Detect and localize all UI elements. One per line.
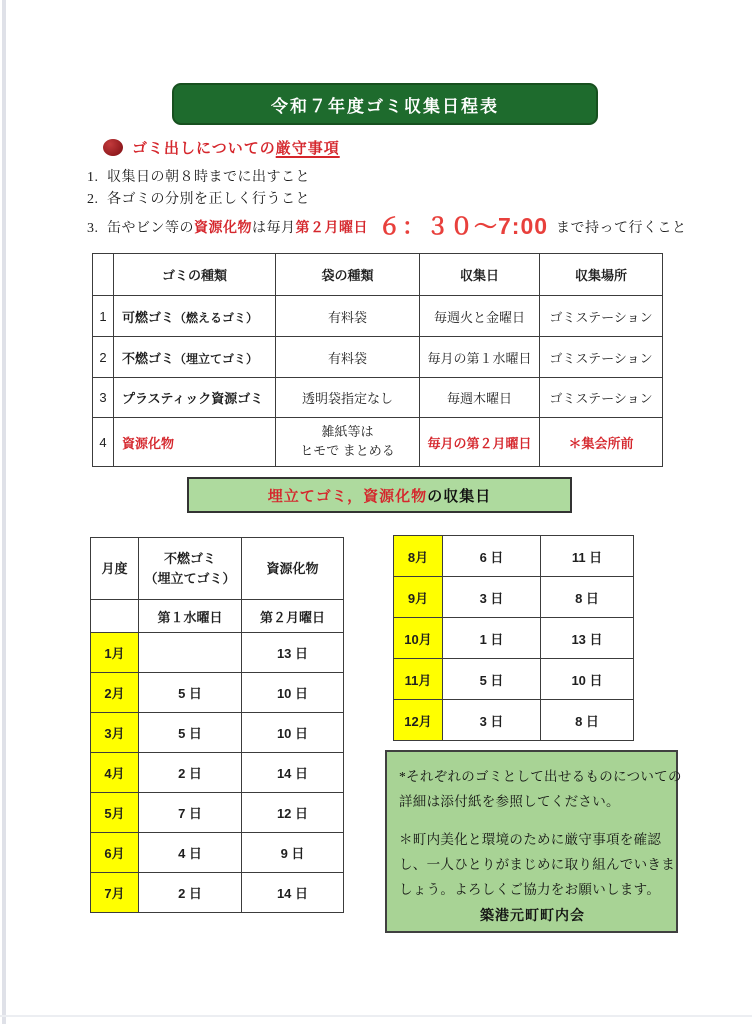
rule-3-part2: は毎月 xyxy=(252,221,296,236)
type-note: （埋立てゴミ） xyxy=(174,351,259,366)
rule-3-recycle: 資源化物 xyxy=(194,221,252,236)
note-paragraph-1 xyxy=(399,764,682,814)
table-row-nonburnable xyxy=(93,337,663,378)
schedule-row-feb xyxy=(91,673,344,713)
day-cell: 毎週火と金曜日 xyxy=(420,296,540,337)
rules-list xyxy=(87,167,717,244)
month-cell: 2月 xyxy=(91,673,139,713)
landfill-date: 2 日 xyxy=(139,873,242,913)
schedule-row-may xyxy=(91,793,344,833)
landfill-date: 3 日 xyxy=(443,700,541,741)
note-p2-line2: し、一人ひとりがまじめに取り組んでいきま xyxy=(399,857,675,872)
rule-item-3 xyxy=(87,211,717,244)
month-cell: 6月 xyxy=(91,833,139,873)
red-bullet-icon xyxy=(103,139,123,156)
bag-line-1: 雑紙等は xyxy=(321,424,374,440)
page-bottom-edge xyxy=(0,1015,752,1017)
landfill-date: 7 日 xyxy=(139,793,242,833)
header-recycle: 資源化物 xyxy=(242,538,344,600)
table-row-plastic xyxy=(93,378,663,418)
rule-3-monday: 第２月曜日 xyxy=(295,221,368,236)
schedule-row-apr xyxy=(91,753,344,793)
landfill-date: 5 日 xyxy=(139,713,242,753)
month-cell: 10月 xyxy=(394,618,443,659)
landfill-date xyxy=(139,633,242,673)
table-row-burnable xyxy=(93,296,663,337)
schedule-row-mar xyxy=(91,713,344,753)
recycle-date: 9 日 xyxy=(242,833,344,873)
recycle-date: 13 日 xyxy=(541,618,634,659)
garbage-type-table xyxy=(92,253,663,467)
header-blank xyxy=(93,254,114,296)
rule-1-number: 1. xyxy=(87,170,99,185)
notice-text-underlined: 厳守事項 xyxy=(275,139,340,157)
header-bag-type: 袋の種類 xyxy=(276,254,420,296)
landfill-date: 5 日 xyxy=(443,659,541,700)
rule-2-text: 各ゴミの分別を正しく行うこと xyxy=(107,192,310,207)
schedule-row-jul xyxy=(91,873,344,913)
page-title-text: 令和７年度ゴミ収集日程表 xyxy=(271,96,499,116)
header-month: 月度 xyxy=(91,538,139,600)
landfill-date: 4 日 xyxy=(139,833,242,873)
garbage-type-cell xyxy=(114,337,276,378)
subheader-second-monday: 第２月曜日 xyxy=(242,600,344,633)
notice-heading-text xyxy=(132,137,340,158)
note-p2-line1: ＊町内美化と環境のために厳守事項を確認 xyxy=(399,832,662,847)
note-signature: 築港元町町内会 xyxy=(480,907,585,923)
recycle-date: 12 日 xyxy=(242,793,344,833)
place-cell: ゴミステーション xyxy=(540,337,663,378)
header-landfill-line2: （埋立てゴミ） xyxy=(144,570,236,586)
type-main: 可燃ゴミ xyxy=(122,309,175,325)
header-collection-day: 収集日 xyxy=(420,254,540,296)
banner-black-text: の収集日 xyxy=(427,487,492,505)
schedule-table-aug-dec xyxy=(393,535,634,741)
schedule-row-sep xyxy=(394,577,634,618)
month-cell: 1月 xyxy=(91,633,139,673)
garbage-type-cell xyxy=(114,378,276,418)
month-cell: 4月 xyxy=(91,753,139,793)
header-landfill-line1: 不燃ゴミ xyxy=(163,551,216,566)
schedule-row-dec xyxy=(394,700,634,741)
place-cell: ゴミステーション xyxy=(540,378,663,418)
rule-2-number: 2. xyxy=(87,192,99,207)
header-collection-place: 収集場所 xyxy=(540,254,663,296)
rule-3-part3: まで持って行くこと xyxy=(556,221,687,236)
recycle-date: 10 日 xyxy=(242,713,344,753)
page-title xyxy=(172,83,598,125)
landfill-date: 6 日 xyxy=(443,536,541,577)
type-main: プラスティック資源ゴミ xyxy=(122,391,264,406)
bag-line-2: ヒモで まとめる xyxy=(300,443,395,458)
bag-cell: 有料袋 xyxy=(276,337,420,378)
bag-cell: 有料袋 xyxy=(276,296,420,337)
table-row-recyclable xyxy=(93,418,663,467)
month-cell: 8月 xyxy=(394,536,443,577)
day-cell: 毎月の第１水曜日 xyxy=(420,337,540,378)
bag-cell xyxy=(276,418,420,467)
rule-item-1 xyxy=(87,167,717,189)
rule-3-time: ６：３０～7:00 xyxy=(378,213,549,239)
recycle-date: 13 日 xyxy=(242,633,344,673)
subheader-first-wednesday: 第１水曜日 xyxy=(139,600,242,633)
month-cell: 5月 xyxy=(91,793,139,833)
rule-1-text: 収集日の朝８時までに出すこと xyxy=(107,170,310,185)
day-cell: 毎週木曜日 xyxy=(420,378,540,418)
schedule-table-jan-jul xyxy=(90,537,344,913)
schedule-row-aug xyxy=(394,536,634,577)
landfill-date: 2 日 xyxy=(139,753,242,793)
note-box xyxy=(385,750,682,933)
row-number: 3 xyxy=(93,378,114,418)
month-cell: 3月 xyxy=(91,713,139,753)
recycle-date: 8 日 xyxy=(541,700,634,741)
landfill-date: 1 日 xyxy=(443,618,541,659)
day-cell: 毎月の第２月曜日 xyxy=(420,418,540,467)
note-p1-line2: 詳細は添付紙を参照してください。 xyxy=(399,794,620,809)
subheader-blank xyxy=(91,600,139,633)
recycle-date: 10 日 xyxy=(242,673,344,713)
rule-3-number: 3. xyxy=(87,221,99,236)
recycle-date: 10 日 xyxy=(541,659,634,700)
recycle-date: 14 日 xyxy=(242,873,344,913)
note-paragraph-2 xyxy=(399,827,675,902)
month-cell: 11月 xyxy=(394,659,443,700)
landfill-date: 5 日 xyxy=(139,673,242,713)
schedule-subheader-row xyxy=(91,600,344,633)
rule-3-part1: 缶やビン等の xyxy=(107,221,194,236)
type-note: （燃えるゴミ） xyxy=(174,310,259,325)
type-main: 不燃ゴミ xyxy=(122,350,175,366)
note-p2-line3: しょう。よろしくご協力をお願いします。 xyxy=(399,882,661,897)
note-p1-line1: *それぞれのゴミとして出せるものについての xyxy=(399,769,682,784)
row-number: 2 xyxy=(93,337,114,378)
recycle-date: 8 日 xyxy=(541,577,634,618)
place-cell: ＊集会所前 xyxy=(540,418,663,467)
schedule-row-jun xyxy=(91,833,344,873)
recycle-date: 14 日 xyxy=(242,753,344,793)
place-cell: ゴミステーション xyxy=(540,296,663,337)
garbage-type-cell xyxy=(114,296,276,337)
rule-item-2 xyxy=(87,189,717,211)
recycle-date: 11 日 xyxy=(541,536,634,577)
schedule-row-jan xyxy=(91,633,344,673)
banner-red-text: 埋立てゴミ，資源化物 xyxy=(267,487,428,505)
header-landfill xyxy=(139,538,242,600)
schedule-row-nov xyxy=(394,659,634,700)
schedule-row-oct xyxy=(394,618,634,659)
schedule-banner xyxy=(187,477,572,513)
garbage-table-header-row xyxy=(93,254,663,296)
landfill-date: 3 日 xyxy=(443,577,541,618)
page-edge xyxy=(2,0,6,1024)
row-number: 1 xyxy=(93,296,114,337)
notice-text-plain: ゴミ出しについての xyxy=(132,139,276,157)
row-number: 4 xyxy=(93,418,114,467)
month-cell: 9月 xyxy=(394,577,443,618)
notice-heading xyxy=(103,137,340,157)
month-cell: 12月 xyxy=(394,700,443,741)
header-garbage-type: ゴミの種類 xyxy=(114,254,276,296)
garbage-type-cell: 資源化物 xyxy=(114,418,276,467)
bag-cell: 透明袋指定なし xyxy=(276,378,420,418)
month-cell: 7月 xyxy=(91,873,139,913)
schedule-header-row xyxy=(91,538,344,600)
